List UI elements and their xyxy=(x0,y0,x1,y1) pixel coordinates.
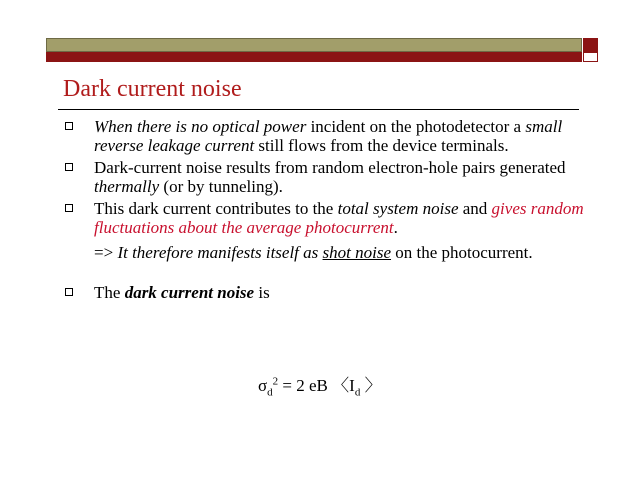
header-square-red xyxy=(583,38,598,52)
bullet-item-4: The dark current noise is xyxy=(62,283,587,302)
bullet-item-1: When there is no optical power incident on the photodetector a small reverse leakage current still flows from the device terminals. xyxy=(62,117,587,155)
bullet-item-2: Dark-current noise results from random electron-hole pairs generated thermally (or by tunneling). xyxy=(62,158,587,196)
header-bar-red xyxy=(46,52,582,62)
title-divider xyxy=(58,109,579,110)
bullet-list xyxy=(62,117,587,305)
square-bullet-icon xyxy=(65,204,73,212)
square-bullet-icon xyxy=(65,288,73,296)
dark-current-noise-formula: $\sigma_d^2 = 2$ eB 〈$I_d$ 〉 xyxy=(258,375,382,399)
highlight-text: gives random fluctuations about the average photocurrent xyxy=(94,199,584,237)
header-bar-olive xyxy=(46,38,582,52)
bullet-item-3: This dark current contributes to the total system noise and gives random fluctuations about the average photocurrent. xyxy=(62,199,587,237)
slide-title: Dark current noise xyxy=(63,76,242,102)
header-square-outline xyxy=(583,52,598,62)
square-bullet-icon xyxy=(65,122,73,130)
square-bullet-icon xyxy=(65,163,73,171)
shot-noise-term: shot noise xyxy=(322,243,392,262)
bullet-item-3-continuation: => It therefore manifests itself as shot noise on the photocurrent. xyxy=(94,243,533,262)
